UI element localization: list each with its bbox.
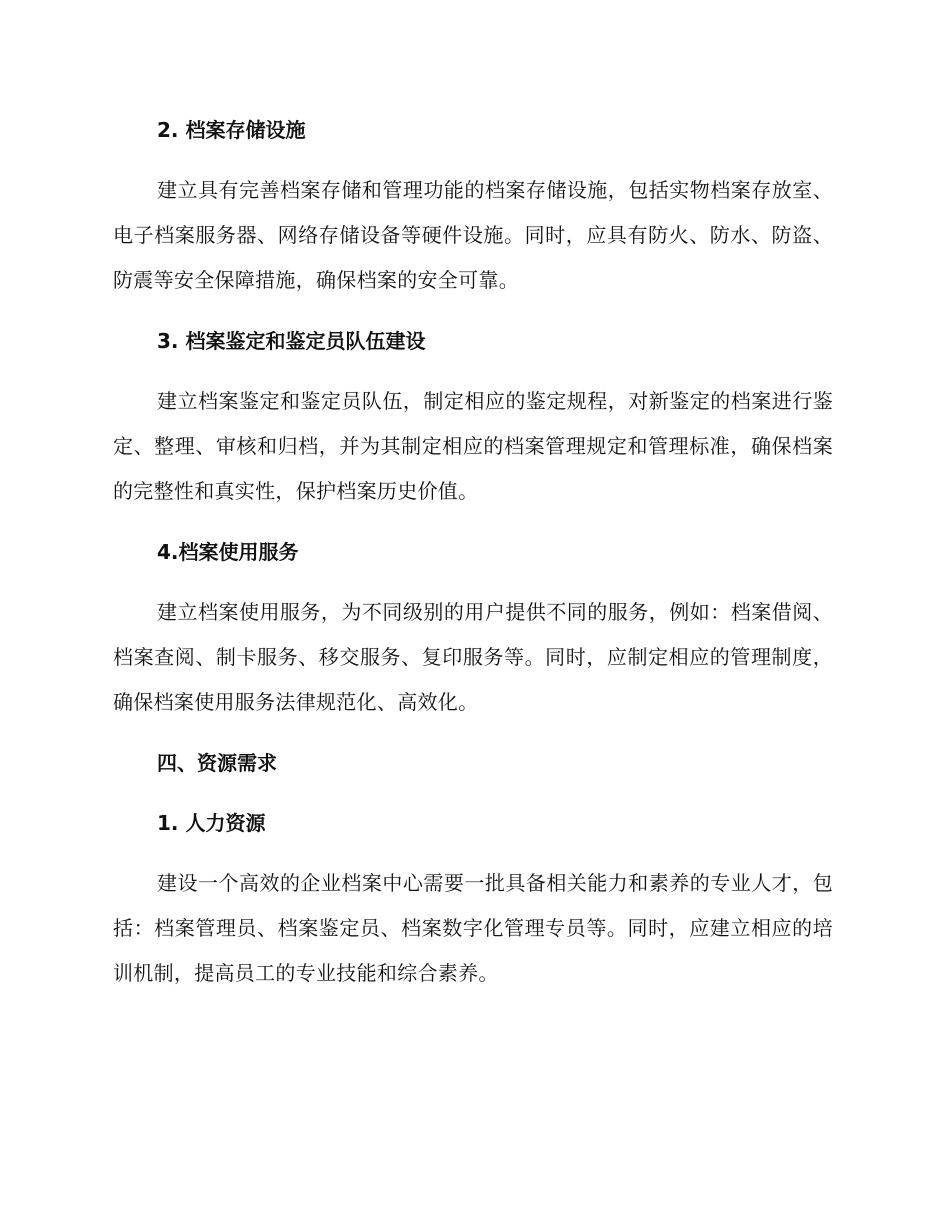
document-body [113,108,833,996]
section-heading-storage: 2. 档案存储设施 [157,118,306,142]
section-paragraph-usage: 建立档案使用服务，为不同级别的用户提供不同的服务，例如：档案借阅、档案查阅、制卡服务、移交服务、复印服务等。同时，应制定相应的管理制度，确保档案使用服务法律规范化、高效化。 [113,600,833,714]
section-paragraph-appraisal: 建立档案鉴定和鉴定员队伍，制定相应的鉴定规程，对新鉴定的档案进行鉴定、整理、审核和归档，并为其制定相应的档案管理规定和管理标准，确保档案的完整性和真实性，保护档案历史价值。 [113,389,833,503]
section-heading-human-resources: 1. 人力资源 [157,811,266,835]
section-heading-appraisal: 3. 档案鉴定和鉴定员队伍建设 [157,329,426,353]
section-paragraph-storage: 建立具有完善档案存储和管理功能的档案存储设施，包括实物档案存放室、电子档案服务器、网络存储设备等硬件设施。同时，应具有防火、防水、防盗、防震等安全保障措施，确保档案的安全可靠。 [113,178,833,292]
section-heading-usage: 4.档案使用服务 [157,540,299,564]
chapter-heading-resources: 四、资源需求 [157,751,277,775]
section-paragraph-human-resources: 建设一个高效的企业档案中心需要一批具备相关能力和素养的专业人才，包括：档案管理员、档案鉴定员、档案数字化管理专员等。同时，应建立相应的培训机制，提高员工的专业技能和综合素养。 [113,871,833,985]
